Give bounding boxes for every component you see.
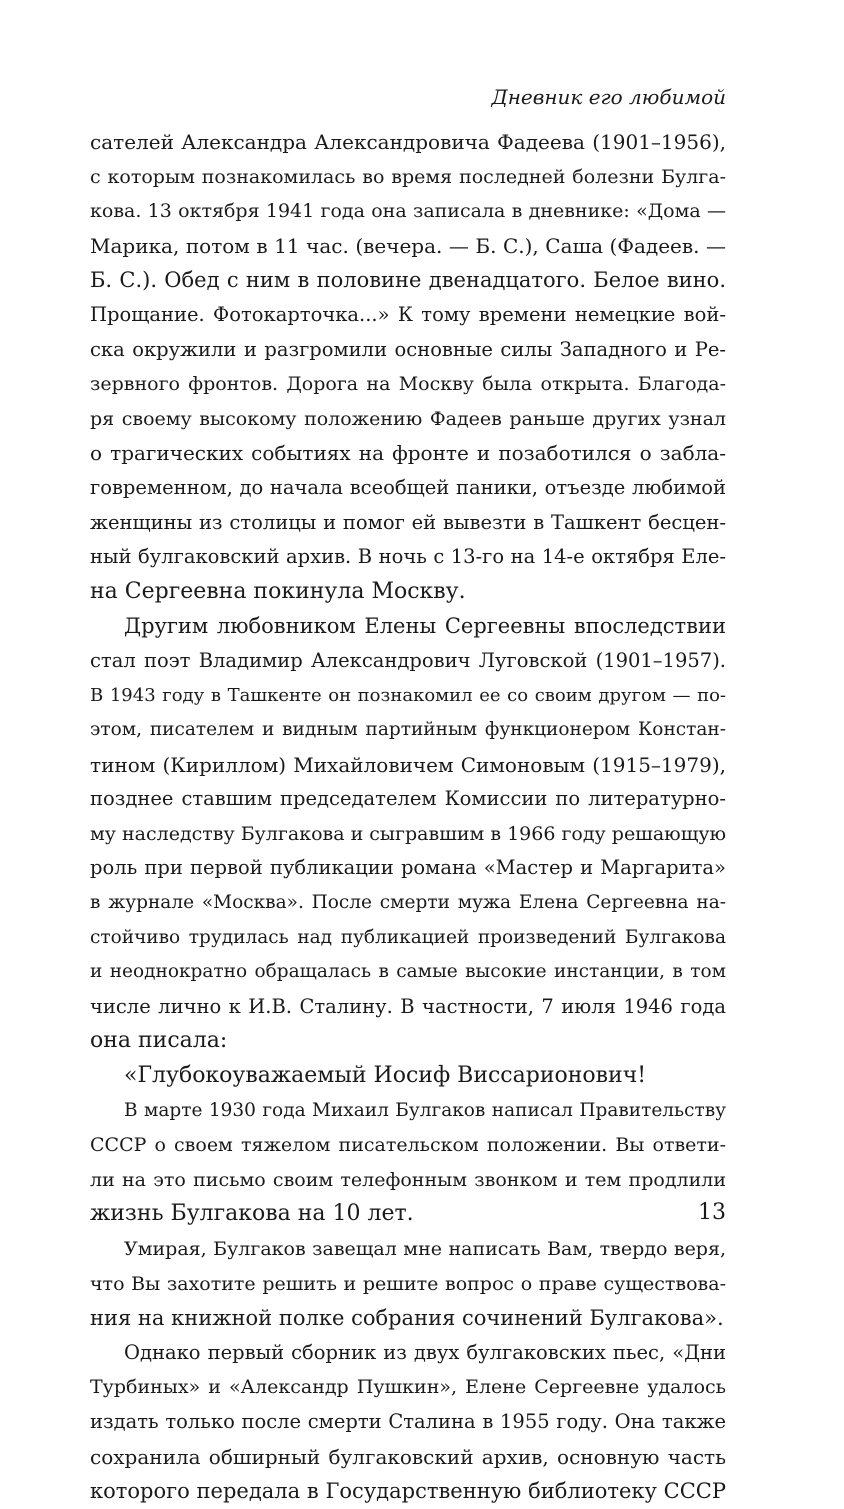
- text-line: говременном, до начала всеобщей паники, отъезде любимой: [90, 475, 726, 499]
- text-line: зервного фронтов. Дорога на Москву была открыта. Благода-: [90, 373, 726, 396]
- running-head: Дневник его любимой: [491, 85, 726, 109]
- text-line: стойчиво трудилась над публикацией произведений Булгакова: [90, 926, 726, 948]
- text-line: издать только после смерти Сталина в 1955 году. Она также: [90, 1409, 726, 1433]
- text-line: что Вы захотите решить и решите вопрос о праве существова-: [90, 1272, 726, 1295]
- text-line: кова. 13 октября 1941 года она записала в дневнике: «Дома —: [90, 200, 726, 223]
- text-line: на Сергеевна покинула Москву.: [90, 578, 466, 604]
- text-line: числе лично к И.В. Сталину. В частности, 7 июля 1946 года: [90, 994, 726, 1018]
- text-line: стал поэт Владимир Александрович Луговской (1901–1957).: [90, 648, 726, 672]
- text-line: этом, писателем и видным партийным функционером Констан-: [90, 719, 726, 741]
- text-line: ска окружили и разгромили основные силы Западного и Ре-: [90, 337, 726, 361]
- text-line: Турбиных» и «Александр Пушкин», Елене Сергеевне удалось: [90, 1376, 726, 1399]
- text-line: ный булгаковский архив. В ночь с 13-го на 14-е октября Еле-: [90, 545, 726, 569]
- text-line: с которым познакомилась во время последней болезни Булга-: [90, 165, 726, 188]
- text-line: роль при первой публикации романа «Мастер и Маргарита»: [90, 856, 726, 880]
- text-line: ли на это письмо своим телефонным звонком и тем продлили: [90, 1168, 726, 1191]
- text-line: сателей Александра Александровича Фадеева (1901–1956),: [90, 130, 726, 154]
- text-line: «Глубокоуважаемый Иосиф Виссарионович!: [124, 1063, 647, 1089]
- text-line: и неоднократно обращалась в самые высокие инстанции, в том: [90, 961, 726, 983]
- text-line: тином (Кириллом) Михайловичем Симоновым (1915–1979),: [90, 752, 726, 777]
- text-line: ря своему высокому положению Фадеев раньше других узнал: [90, 407, 726, 430]
- text-line: Другим любовником Елены Сергеевны впоследствии: [124, 614, 726, 639]
- text-line: В 1943 году в Ташкенте он познакомил ее со своим другом — по-: [90, 684, 726, 706]
- text-line: Умирая, Булгаков завещал мне написать Вам, твердо веря,: [124, 1238, 726, 1260]
- text-line: му наследству Булгакова и сыгравшим в 1966 году решающую: [90, 822, 726, 845]
- text-line: которого передала в Государственную библиотеку СССР: [90, 1479, 726, 1504]
- text-line: она писала:: [90, 1028, 228, 1054]
- text-line: В марте 1930 года Михаил Булгаков написал Правительству: [124, 1099, 726, 1121]
- text-line: в журнале «Москва». После смерти мужа Елена Сергеевна на-: [90, 892, 726, 914]
- text-line: Прощание. Фотокарточка...» К тому времени немецкие вой-: [90, 302, 726, 326]
- body-text: [90, 125, 726, 1509]
- text-line: позднее ставшим председателем Комиссии по литературно-: [90, 787, 726, 811]
- text-line: Б. С.). Обед с ним в половине двенадцатого. Белое вино.: [90, 268, 726, 293]
- text-line: Марика, потом в 11 час. (вечера. — Б. С.), Саша (Фадеев. —: [90, 233, 726, 258]
- text-line: женщины из столицы и помог ей вывезти в Ташкент бесцен-: [90, 510, 726, 534]
- text-line: Однако первый сборник из двух булгаковских пьес, «Дни: [124, 1340, 726, 1364]
- text-line: жизнь Булгакова на 10 лет.: [90, 1201, 414, 1227]
- text-line: ния на книжной полке собрания сочинений Булгакова».: [90, 1306, 724, 1331]
- text-line: СССР о своем тяжелом писательском положении. Вы ответи-: [90, 1134, 726, 1157]
- page-number: 13: [698, 1200, 726, 1225]
- text-line: сохранила обширный булгаковский архив, основную часть: [90, 1444, 726, 1469]
- text-line: о трагических событиях на фронте и позаботился о забла-: [90, 441, 726, 466]
